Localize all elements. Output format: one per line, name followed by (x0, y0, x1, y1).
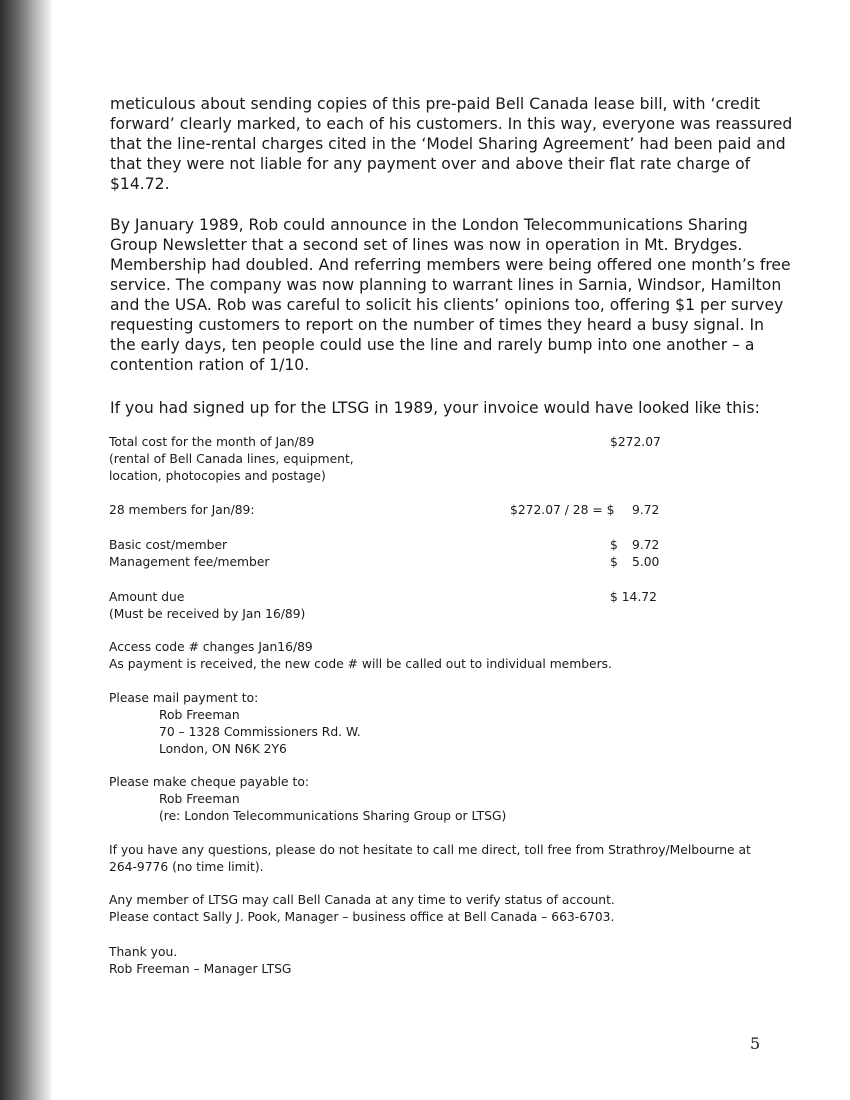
text-line: and the USA. Rob was careful to solicit his clients’ opinions too, offering $1 per survey (110, 296, 784, 314)
invoice-total-label (109, 434, 354, 485)
invoice-cheque-payable (109, 774, 506, 825)
text-line: Rob Freeman (159, 708, 240, 722)
text-line: As payment is received, the new code # will be called out to individual members. (109, 657, 612, 671)
text-line: contention ration of 1/10. (110, 356, 310, 374)
text-line: 28 members for Jan/89: (109, 503, 255, 517)
text-line: If you have any questions, please do not hesitate to call me direct, toll free from Strathroy/Melbourne at (109, 843, 751, 857)
text-line: If you had signed up for the LTSG in 1989, your invoice would have looked like this: (110, 399, 760, 417)
text-line: Management fee/member (109, 555, 270, 569)
text-line: Please mail payment to: (109, 691, 259, 705)
text-line: (rental of Bell Canada lines, equipment, (109, 452, 354, 466)
text-line: Membership had doubled. And referring members were being offered one month’s free (110, 256, 791, 274)
paragraph-invoice-intro (110, 398, 770, 418)
text-line: that the line-rental charges cited in the ‘Model Sharing Agreement’ had been paid and (110, 135, 786, 153)
text-line: that they were not liable for any payment over and above their flat rate charge of (110, 155, 751, 173)
text-line: (re: London Telecommunications Sharing Group or LTSG) (159, 809, 507, 823)
invoice-amount-due-value: $ 14.72 (610, 590, 657, 604)
invoice-access-code (109, 639, 612, 673)
text-line: Total cost for the month of Jan/89 (109, 435, 315, 449)
invoice-basic-amount: 9.72 (632, 538, 660, 552)
text-line: $14.72. (110, 175, 170, 193)
invoice-members-amount: 9.72 (632, 503, 660, 517)
invoice-basic-currency: $ (610, 538, 618, 552)
invoice-total-amount: $272.07 (610, 435, 661, 449)
paragraph-lease-bill (110, 94, 793, 194)
text-line: Thank you. (109, 945, 178, 959)
text-line: Rob Freeman – Manager LTSG (109, 962, 292, 976)
text-line: meticulous about sending copies of this pre-paid Bell Canada lease bill, with ‘credit (110, 95, 761, 113)
invoice-basic-label (109, 537, 227, 554)
text-line: Please make cheque payable to: (109, 775, 310, 789)
text-line: requesting customers to report on the number of times they heard a busy signal. In (110, 316, 765, 334)
text-line: Please contact Sally J. Pook, Manager – business office at Bell Canada – 663-6703. (109, 910, 615, 924)
page-number: 5 (750, 1034, 761, 1053)
text-line: Access code # changes Jan16/89 (109, 640, 313, 654)
invoice-amount-due (109, 589, 305, 623)
invoice-mgmt-currency: $ (610, 555, 618, 569)
invoice-mgmt-amount: 5.00 (632, 555, 660, 569)
invoice-members-label (109, 502, 255, 519)
text-line: Rob Freeman (159, 792, 240, 806)
text-line: (Must be received by Jan 16/89) (109, 607, 306, 621)
invoice-closing (109, 944, 291, 978)
invoice-mgmt-label (109, 554, 269, 571)
text-line: forward’ clearly marked, to each of his customers. In this way, everyone was reassured (110, 115, 793, 133)
text-line: service. The company was now planning to warrant lines in Sarnia, Windsor, Hamilton (110, 276, 782, 294)
text-line: 264-9776 (no time limit). (109, 860, 264, 874)
text-line: the early days, ten people could use the line and rarely bump into one another – a (110, 336, 755, 354)
invoice-questions (109, 842, 751, 876)
text-line: Basic cost/member (109, 538, 228, 552)
paragraph-january-1989 (110, 215, 791, 375)
text-line: Amount due (109, 590, 185, 604)
text-line: By January 1989, Rob could announce in the London Telecommunications Sharing (110, 216, 748, 234)
text-line: Group Newsletter that a second set of lines was now in operation in Mt. Brydges. (110, 236, 743, 254)
text-line: location, photocopies and postage) (109, 469, 326, 483)
text-line: London, ON N6K 2Y6 (159, 742, 287, 756)
text-line: 70 – 1328 Commissioners Rd. W. (159, 725, 361, 739)
text-line: Any member of LTSG may call Bell Canada at any time to verify status of account. (109, 893, 615, 907)
invoice-verify-status (109, 892, 615, 926)
invoice-mail-payment (109, 690, 361, 758)
invoice-members-calc: $272.07 / 28 = $ (510, 503, 615, 517)
